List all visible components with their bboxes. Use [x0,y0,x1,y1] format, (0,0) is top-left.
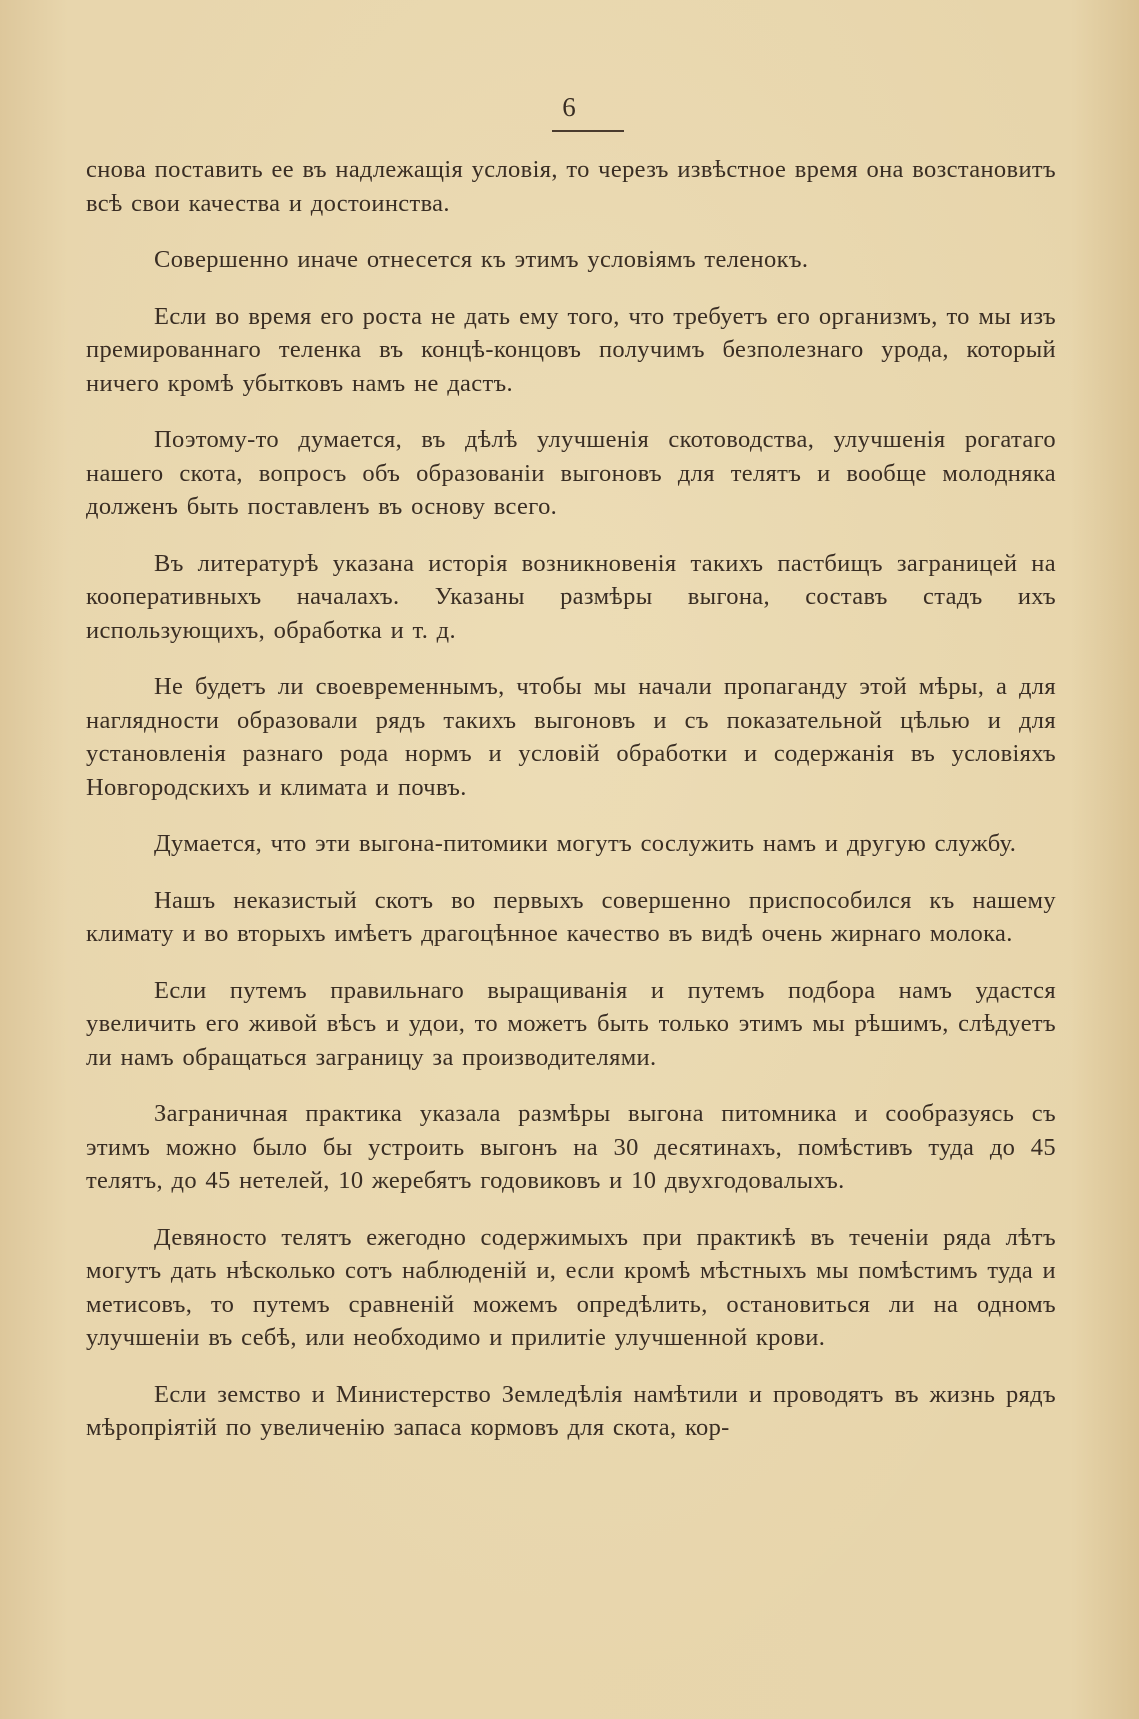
paragraph: Девяносто телятъ ежегодно содержимыхъ при практикѣ въ теченіи ряда лѣтъ могутъ дать нѣсколько сотъ наблюденій и, если кромѣ мѣстныхъ мы помѣстимъ туда и метисовъ, то путемъ сравненій можемъ опредѣлить, остановиться ли на одномъ улучшеніи въ себѣ, или необходимо и прилитіе улучшенной крови. [86,1223,1056,1351]
body-text [86,153,1056,1468]
paragraph: Заграничная практика указала размѣры выгона питомника и сообразуясь съ этимъ можно было бы устроить выгонъ на 30 десятинахъ, помѣстивъ туда до 45 телятъ, до 45 нетелей, 10 жеребятъ годовиковъ и 10 двухгодовалыхъ. [86,1100,1056,1194]
paragraph: Если во время его роста не дать ему того, что требуетъ его организмъ, то мы изъ премированнаго теленка въ концѣ-концовъ получимъ безполезнаго урода, который ничего кромѣ убытковъ намъ не дастъ. [86,302,1056,397]
paragraph: Если земство и Министерство Земледѣлія намѣтили и проводятъ въ жизнь рядъ мѣропріятій по увеличенію запаса кормовъ для скота, кор- [86,1380,1056,1441]
page-number-rule [552,130,624,132]
paragraph: Поэтому-то думается, въ дѣлѣ улучшенія скотоводства, улучшенія рогатаго нашего скота, вопросъ объ образованіи выгоновъ для телятъ и вообще молодняка долженъ быть поставленъ въ основу всего. [86,426,1056,520]
paragraph: Въ литературѣ указана исторія возникновенія такихъ пастбищъ заграницей на кооперативныхъ началахъ. Указаны размѣры выгона, составъ стадъ ихъ использующихъ, обработка и т. д. [86,549,1056,644]
paragraph: снова поставить ее въ надлежащія условія, то черезъ извѣстное время она возстановитъ всѣ свои качества и достоинства. [86,156,1056,217]
paragraph: Думается, что эти выгона-питомики могутъ сослужить намъ и другую службу. [154,830,1017,857]
paragraph: Нашъ неказистый скотъ во первыхъ совершенно приспособился къ нашему климату и во вторыхъ имѣетъ драгоцѣнное качество въ видѣ очень жирнаго молока. [86,886,1056,947]
paragraph: Совершенно иначе отнесется къ этимъ условіямъ теленокъ. [154,246,809,273]
paragraph: Если путемъ правильнаго выращиванія и путемъ подбора намъ удастся увеличить его живой вѣсъ и удои, то можетъ быть только этимъ мы рѣшимъ, слѣдуетъ ли намъ обращаться заграницу за производителями. [86,976,1056,1071]
paragraph: Не будетъ ли своевременнымъ, чтобы мы начали пропаганду этой мѣры, а для наглядности образовали рядъ такихъ выгоновъ и съ показательной цѣлью и для установленія разнаго рода нормъ и условій обработки и содержанія въ условіяхъ Новгородскихъ и климата и почвъ. [86,673,1056,801]
page-number: 6 [562,92,577,122]
